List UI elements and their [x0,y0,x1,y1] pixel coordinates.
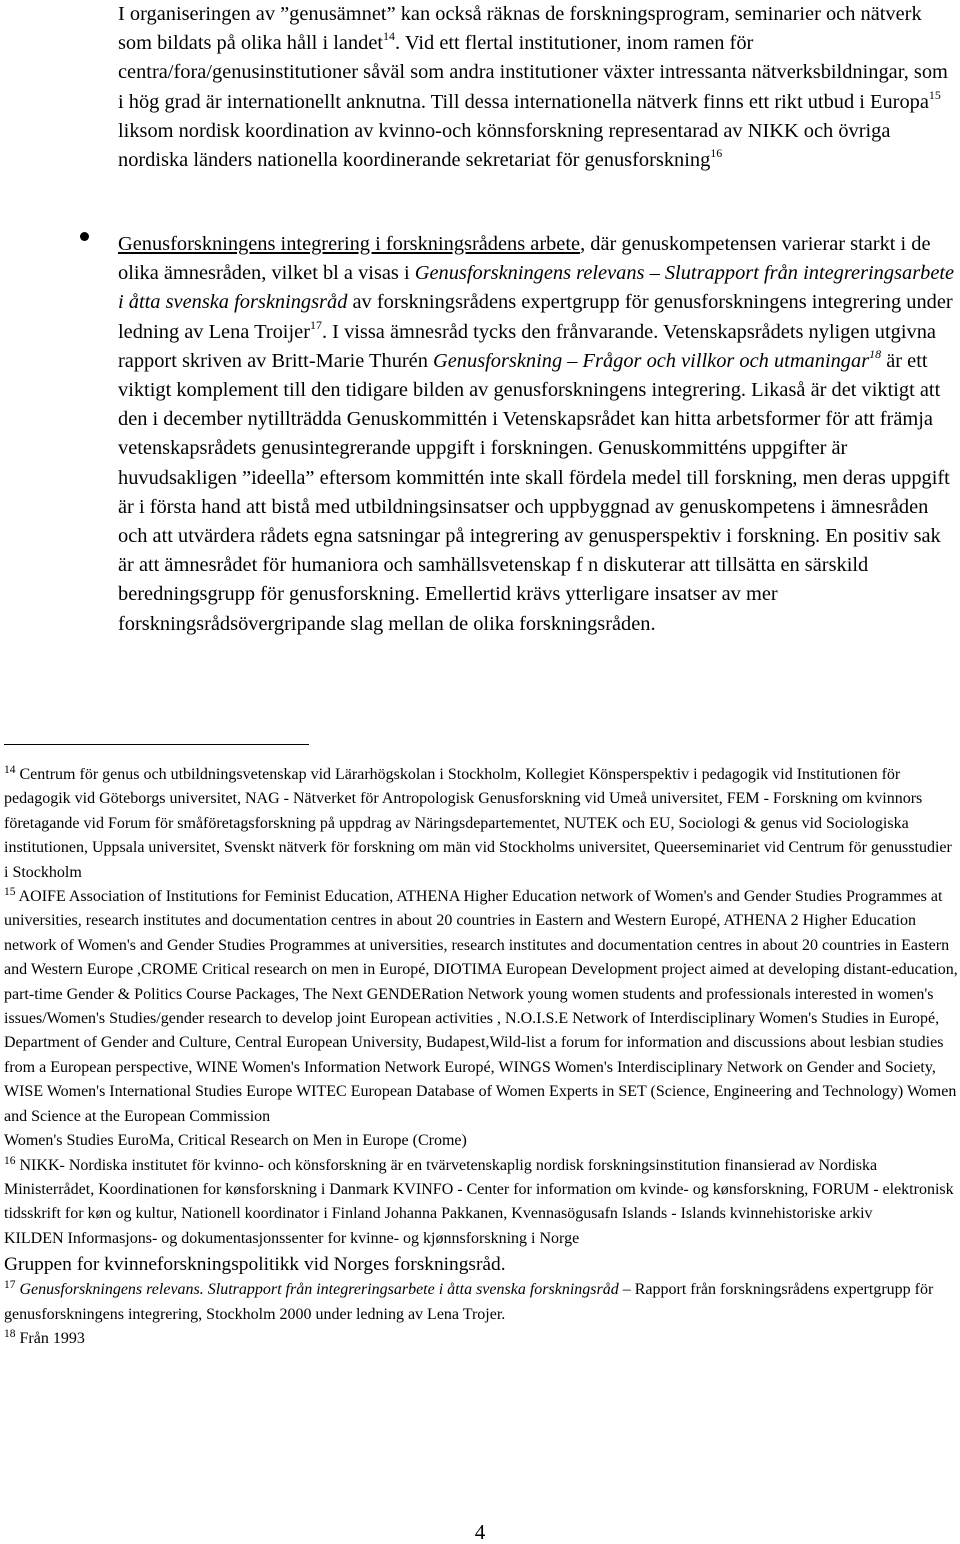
footnote-ref-16[interactable]: 16 [710,146,723,161]
footnote-16 [4,1154,958,1227]
report-title-genusforskning: Genusforskning – Frågor och villkor och utmaningar [433,349,870,372]
footnote-14-text: Centrum för genus och utbildningsvetenskap vid Lärarhögskolan i Stockholm, Kollegiet Könsperspektiv i pedagogik vid Institutionen för pedagogik vid Göteborgs universitet, NAG - Nätverket för Antropologisk Genusforskning vid Umeå universitet, FEM - Forskning om kvinnors företagande vid Forum för småföretagsforskning på uppdrag av Näringsdepartementet, NUTEK och EU, Sociologi & genus vid Sociologiska institutionen, Uppsala universitet, Svenskt nätverk för forskning om män vid Stockholms universitet, Queerseminariet vid Centrum för genusstudier i Stockholm [4,766,952,881]
footnote-18 [4,1327,958,1351]
footnote-15-text: AOIFE Association of Institutions for Feminist Education, ATHENA Higher Education network of Women's and Gender Studies Programmes at universities, research institutes and documentation centres in about 20 countries in Eastern and Western Europé, ATHENA 2 Higher Education network of Women's and Gender Studies Programmes at universities, research institutes and documentation centres in about 20 countries in Eastern and Western Europe ,CROME Critical research on men in Europé, DIOTIMA European Development project aimed at developing distant-education, part-time Gender & Politics Course Packages, The Next GENDERation Network young women students and professionals interested in women's issues/Women's Studies/gender research to develop joint European activities , N.O.I.S.E Network of Interdisciplinary Women's Studies in Europé, Department of Gender and Culture, Central European University, Budapest,Wild-list a forum for information and discussions about lesbian studies from a European perspective, WINE Women's Information Network Europé, WINGS Women's Interdisciplinary Network on Gender and Society, WISE Women's International Studies Europe WITEC European Database of Women Experts in SET (Science, Engineering and Technology) Women and Science at the European Commission [4,888,958,1125]
footnote-16-tail: KILDEN Informasjons- og dokumentasjonssenter for kvinne- og kjønnsforskning i Norge [4,1229,580,1247]
bullet-text-3: . I vissa ämnesråd tycks den frånvarande. Vetenskapsrådets nyligen utgivna rapport skriven av Britt-Marie Thurén [118,320,936,372]
footnote-14 [4,763,958,885]
bullet-paragraph-integration [118,230,958,639]
bullet-icon [80,232,89,241]
page-number: 4 [474,1520,486,1544]
footnote-15 [4,885,958,1129]
footnote-number-15: 15 [4,886,16,899]
footnotes [4,763,958,1351]
p1-text-2: . Vid ett flertal institutioner, inom ramen för centra/fora/genusinstitutioner såväl som andra institutioner växter intressanta nätverksbildningar, som i hög grad är internationellt anknutna. Till dessa internationella nätverk finns ett rikt utbud i Europa [118,32,948,113]
footnote-18-text: Från 1993 [15,1329,85,1347]
footnote-16-text: NIKK- Nordiska institutet för kvinno- och könsforskning är en tvärvetenskaplig nordisk forskningsinstitution finansierad av Nordiska Ministerrådet, Koordinationen for kønsforskning i Danmark KVINFO - Center for information om kvinde- og kønsforskning, FORUM - elektronisk tidsskrift for køn og kultur, Nationell koordinator i Finland Johanna Pakkanen, Kvennasögusafn Islands - Islands kvinnehistoriske arkiv [4,1156,954,1223]
footnote-separator [4,744,309,745]
footnote-ref-14[interactable]: 14 [383,29,396,44]
bullet-text-2: av forskningsrådens expertgrupp för genusforskningens integrering under ledning av Lena Troijer [118,291,953,343]
footnote-ref-17[interactable]: 17 [309,317,322,332]
footnote-number-17: 17 [4,1279,16,1292]
report-title-relevans: Genusforskningens relevans – Slutrapport från integreringsarbete i åtta svenska forskningsråd [118,262,955,314]
footnote-number-14: 14 [4,764,16,776]
paragraph-networks [118,0,958,175]
footnote-17 [4,1278,958,1327]
footnote-15-tail: Women's Studies EuroMa, Critical Research on Men in Europe (Crome) [4,1132,467,1150]
bullet-text-1: , där genuskompetensen varierar starkt i de olika ämnesråden, vilket bl a visas i [118,233,931,285]
footnote-number-18: 18 [4,1327,16,1340]
bullet-text-4: är ett viktigt komplement till den tidigare bilden av genusforskningens integrering. Likaså är det viktigt att den i december nytillträdda Genuskommittén i Vetenskapsrådet kan hitta arbetsformer för att främja vetenskapsrådets genusintegrerande uppgift i forskningen. Genuskommitténs uppgifter är huvudsakligen ”ideella” eftersom kommittén inte skall fördela medel till forskning, men deras uppgift är i första hand att bistå med utbildningsinsatser och uppbyggnad av genuskompetens i ämnesråden och att utvärdera rådets egna satsningar på integrering av genusperspektiv i forskning. En positiv sak är att ämnesrådet för humaniora och samhällsvetenskap f n diskuterar att tillsätta en särskild beredningsgrupp för genusforskning. Emellertid krävs ytterligare insatser av mer forskningsrådsövergripande slag mellan de olika forskningsråden. [118,349,950,635]
footnote-ref-18[interactable]: 18 [869,346,882,361]
footnote-17-title: Genusforskningens relevans. Slutrapport från integreringsarbete i åtta svenska forskningsråd [15,1281,619,1299]
bullet-heading: Genusforskningens integrering i forskningsrådens arbete [118,233,581,255]
footnote-17-text: – Rapport från forskningsrådens expertgrupp för genusforskningens integrering, Stockholm 2000 under ledning av Lena Trojer. [4,1281,934,1323]
p1-text-3: liksom nordisk koordination av kvinno-och könnsforskning representarad av NIKK och övriga nordiska länders nationella koordinerande sekretariat för genusforskning [118,119,891,172]
p1-text-1: I organiseringen av ”genusämnet” kan också räknas de forskningsprogram, seminarier och nätverk som bildats på olika håll i landet [118,3,922,55]
footnote-ref-15[interactable]: 15 [928,87,941,102]
footnote-number-16: 16 [4,1154,16,1167]
footnote-16-large-line: Gruppen for kvinneforskningspolitikk vid Norges forskningsråd. [4,1254,506,1276]
